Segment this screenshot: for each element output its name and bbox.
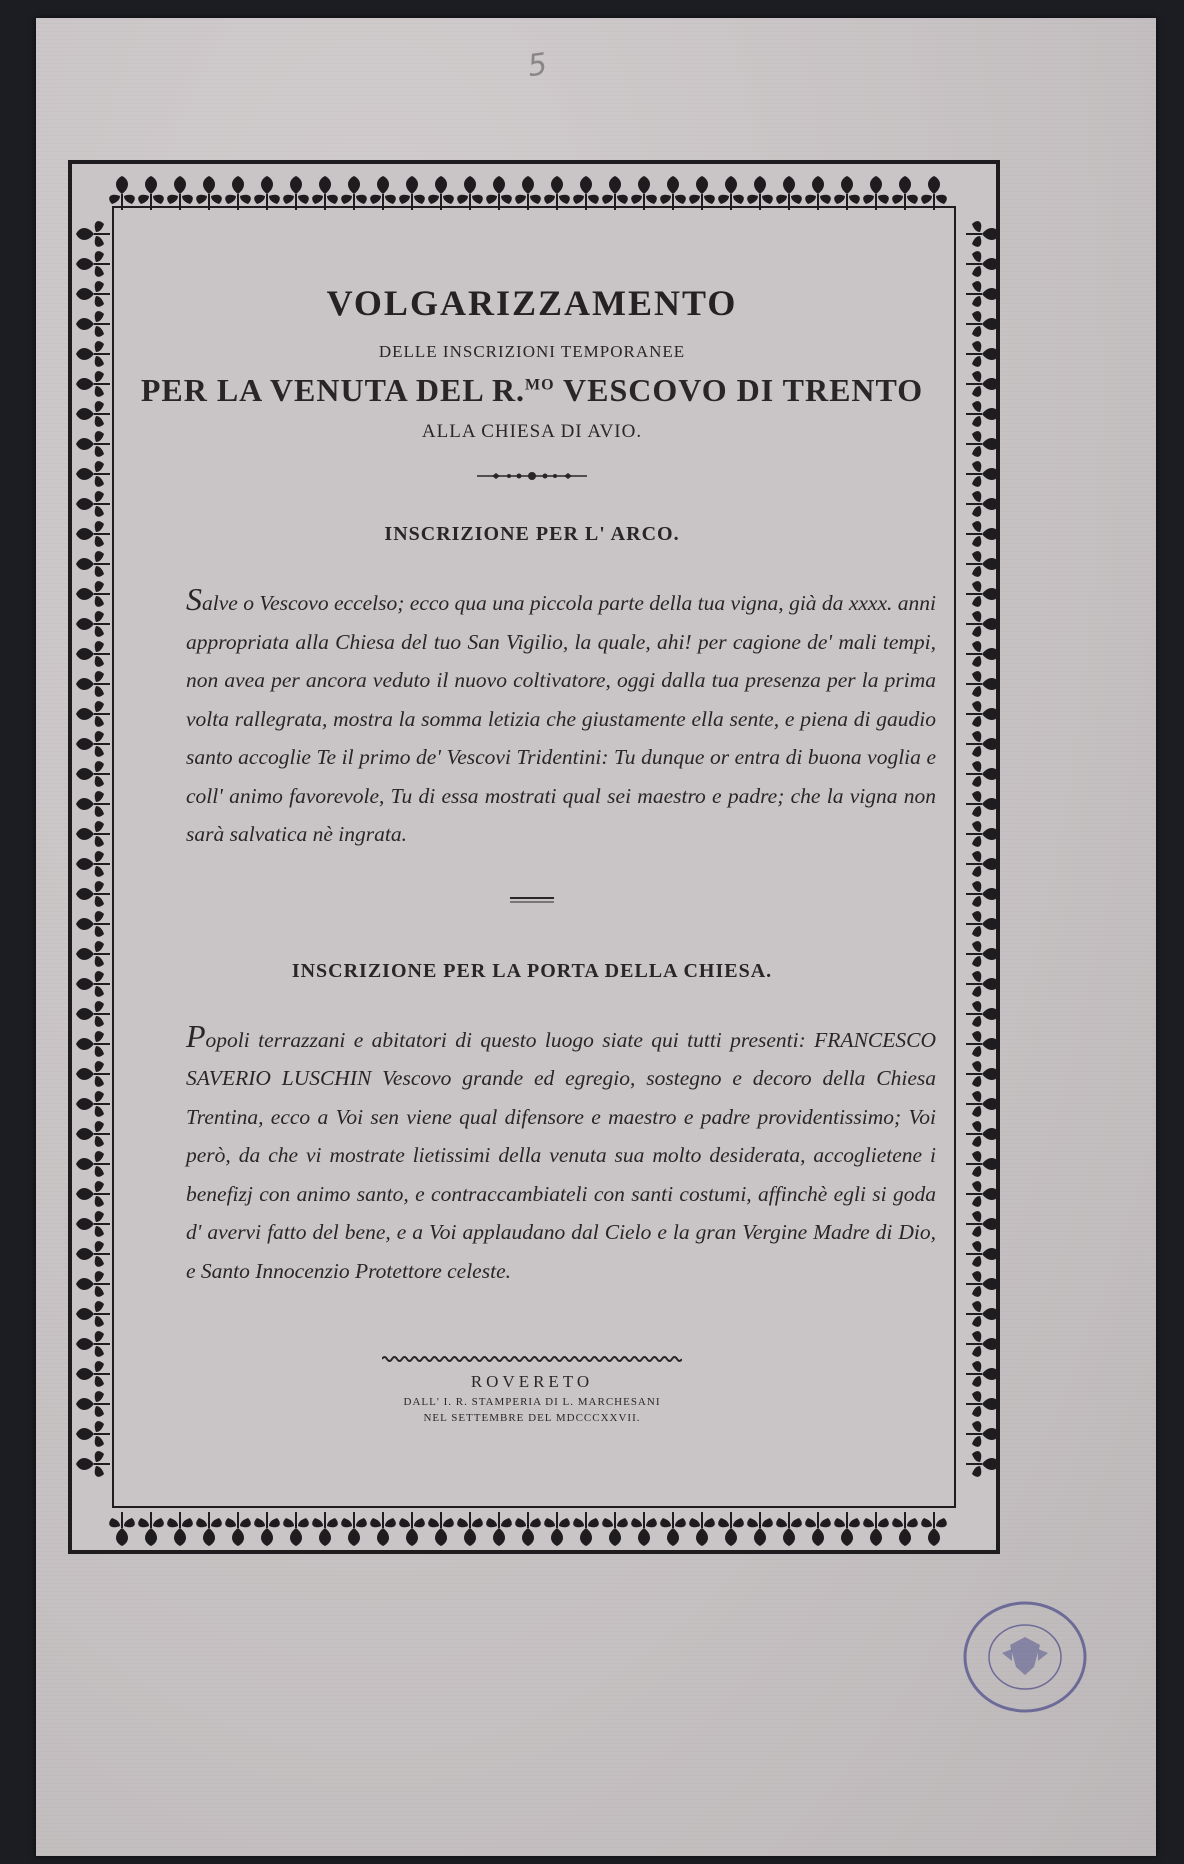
leaf-motif [76, 1301, 110, 1327]
leaf-motif [76, 911, 110, 937]
leaf-motif [966, 701, 1000, 727]
leaf-motif [921, 176, 947, 210]
leaf-motif [966, 431, 1000, 457]
leaf-motif [76, 1031, 110, 1057]
section-text-arch-body: alve o Vescovo eccelso; ecco qua una piccola parte della tua vigna, già da xxxx. anni appropriata alla Chiesa del tuo San Vigilio, la quale, ahi! per cagione de' mali tempi, non avea per ancora veduto il nuovo coltivatore, oggi dalla tua presenza per la prima volta rallegrata, mostra la somma letizia che giustamente ella sente, e piena di gaudio santo accoglie Te il primo de' Vescovi Tridentini: Tu dunque or entra di buona voglia e coll' animo favorevole, Tu di essa mostrati qual sei maestro e padre; che la vigna non sarà salvatica nè ingrata. [186, 591, 936, 846]
document-title: VOLGARIZZAMENTO [326, 283, 738, 323]
leaf-motif [834, 1512, 860, 1546]
leaf-motif [283, 176, 309, 210]
wavy-rule-divider [382, 1354, 682, 1364]
subtitle-superscript: MO [525, 376, 555, 394]
leaf-motif [486, 176, 512, 210]
leaf-motif [76, 791, 110, 817]
leaf-motif [805, 1512, 831, 1546]
leaf-motif [863, 1512, 889, 1546]
leaf-motif [544, 176, 570, 210]
leaf-motif [76, 1121, 110, 1147]
leaf-motif [76, 851, 110, 877]
leaf-motif [966, 1211, 1000, 1237]
leaf-motif [776, 176, 802, 210]
leaf-motif [76, 1091, 110, 1117]
leaf-motif [966, 851, 1000, 877]
leaf-motif [966, 1061, 1000, 1087]
leaf-motif [457, 1512, 483, 1546]
imprint-printer: DALL' I. R. STAMPERIA DI L. MARCHESANI [403, 1396, 661, 1408]
leaf-motif [966, 581, 1000, 607]
leaf-motif [76, 431, 110, 457]
subtitle-line-2-part-b: VESCOVO DI TRENTO [554, 372, 924, 408]
leaf-motif [76, 1241, 110, 1267]
leaf-motif [834, 176, 860, 210]
leaf-motif [966, 761, 1000, 787]
leaf-motif [966, 1391, 1000, 1417]
leaf-motif [515, 176, 541, 210]
leaf-motif [966, 221, 1000, 247]
leaf-motif [167, 1512, 193, 1546]
subtitle-line-2 [110, 372, 954, 409]
leaf-motif [76, 761, 110, 787]
leaf-motif [76, 401, 110, 427]
document-body [110, 210, 954, 1424]
leaf-motif [76, 641, 110, 667]
leaf-motif [457, 176, 483, 210]
leaf-motif [689, 176, 715, 210]
leaf-motif [689, 1512, 715, 1546]
leaf-motif [341, 1512, 367, 1546]
leaf-motif [966, 1241, 1000, 1267]
leaf-motif [225, 1512, 251, 1546]
leaf-motif [573, 1512, 599, 1546]
leaf-motif [776, 1512, 802, 1546]
leaf-motif [966, 401, 1000, 427]
leaf-motif [892, 176, 918, 210]
leaf-motif [966, 1151, 1000, 1177]
leaf-motif [312, 1512, 338, 1546]
leaf-motif [966, 611, 1000, 637]
leaf-motif [747, 1512, 773, 1546]
leaf-motif [76, 491, 110, 517]
leaf-motif [76, 1331, 110, 1357]
leaf-motif [966, 911, 1000, 937]
leaf-motif [109, 1512, 135, 1546]
leaf-motif [196, 176, 222, 210]
library-stamp [950, 1595, 1100, 1725]
leaf-motif [602, 1512, 628, 1546]
leaf-motif [966, 1451, 1000, 1477]
leaf-motif [428, 1512, 454, 1546]
leaf-motif [399, 1512, 425, 1546]
leaf-motif [312, 176, 338, 210]
leaf-motif [966, 1421, 1000, 1447]
leaf-motif [966, 641, 1000, 667]
leaf-motif [966, 491, 1000, 517]
leaf-motif [966, 551, 1000, 577]
subtitle-line-2-part-a: PER LA VENUTA DEL R. [140, 372, 526, 408]
leaf-motif [76, 1451, 110, 1477]
leaf-motif [76, 1271, 110, 1297]
leaf-motif [966, 731, 1000, 757]
leaf-motif [966, 341, 1000, 367]
leaf-motif [966, 821, 1000, 847]
leaf-motif [892, 1512, 918, 1546]
dropcap-p: P [186, 1017, 206, 1054]
leaf-motif [486, 1512, 512, 1546]
leaf-motif [76, 701, 110, 727]
leaf-motif [254, 1512, 280, 1546]
leaf-motif [966, 941, 1000, 967]
leaf-motif [966, 1361, 1000, 1387]
leaf-motif [966, 1031, 1000, 1057]
leaf-motif [283, 1512, 309, 1546]
leaf-motif [76, 251, 110, 277]
pencil-page-number: 5 [525, 46, 550, 85]
leaf-motif [76, 611, 110, 637]
leaf-motif [76, 551, 110, 577]
imprint-city: ROVERETO [470, 1372, 594, 1391]
leaf-motif [718, 1512, 744, 1546]
leaf-motif [863, 176, 889, 210]
leaf-motif [544, 1512, 570, 1546]
leaf-motif [966, 521, 1000, 547]
leaf-motif [76, 1211, 110, 1237]
leaf-motif [660, 176, 686, 210]
leaf-motif [76, 461, 110, 487]
leaf-motif [76, 671, 110, 697]
leaf-motif [966, 281, 1000, 307]
leaf-motif [805, 176, 831, 210]
leaf-motif [515, 1512, 541, 1546]
leaf-motif [76, 521, 110, 547]
leaf-motif [718, 176, 744, 210]
leaf-motif [966, 881, 1000, 907]
leaf-motif [966, 1271, 1000, 1297]
section-text-arch [186, 580, 936, 854]
leaf-motif [254, 176, 280, 210]
leaf-motif [76, 1181, 110, 1207]
leaf-motif [76, 341, 110, 367]
leaf-motif [76, 881, 110, 907]
leaf-motif [747, 176, 773, 210]
leaf-motif [138, 1512, 164, 1546]
leaf-motif [966, 371, 1000, 397]
leaf-motif [966, 1091, 1000, 1117]
leaf-motif [631, 176, 657, 210]
leaf-motif [76, 821, 110, 847]
leaf-motif [966, 1001, 1000, 1027]
leaf-motif [966, 791, 1000, 817]
leaf-motif [76, 1361, 110, 1387]
leaf-motif [76, 371, 110, 397]
leaf-motif [76, 1421, 110, 1447]
leaf-motif [966, 461, 1000, 487]
section-text-door [186, 1017, 936, 1291]
leaf-motif [966, 971, 1000, 997]
leaf-motif [966, 1181, 1000, 1207]
leaf-motif [966, 1301, 1000, 1327]
leaf-motif [428, 176, 454, 210]
subtitle-line-1: DELLE INSCRIZIONI TEMPORANEE [378, 342, 686, 361]
leaf-motif [76, 1151, 110, 1177]
leaf-motif [76, 1061, 110, 1087]
leaf-motif [76, 941, 110, 967]
leaf-motif [921, 1512, 947, 1546]
leaf-motif [138, 176, 164, 210]
leaf-motif [966, 671, 1000, 697]
dropcap-s: S [186, 581, 202, 617]
leaf-motif [76, 971, 110, 997]
leaf-motif [631, 1512, 657, 1546]
leaf-motif [966, 311, 1000, 337]
leaf-motif [966, 1121, 1000, 1147]
leaf-motif [573, 176, 599, 210]
leaf-motif [660, 1512, 686, 1546]
leaf-motif [76, 311, 110, 337]
section-heading-door: INSCRIZIONE PER LA PORTA DELLA CHIESA. [291, 959, 773, 982]
double-rule-divider [510, 896, 554, 904]
leaf-motif [399, 176, 425, 210]
leaf-motif [966, 1331, 1000, 1357]
section-heading-arch: INSCRIZIONE PER L' ARCO. [384, 523, 680, 545]
leaf-motif [76, 281, 110, 307]
leaf-motif [109, 176, 135, 210]
section-text-door-body: opoli terrazzani e abitatori di questo luogo siate qui tutti presenti: FRANCESCO SAVERIO LUSCHIN Vescovo grande ed egregio, sostegno e decoro della Chiesa Trentina, ecco a Voi sen viene qual difensore e maestro e padre providentissimo; Voi però, da che vi mostrate lietissimi della venuta sua molto desiderata, accoglietene i benefizj con animo santo, e contraccambiateli con santi costumi, affinchè egli si goda d' avervi fatto del bene, e a Voi applaudano dal Cielo e la gran Vergine Madre di Dio, e Santo Innocenzio Protettore celeste. [186, 1027, 936, 1283]
leaf-motif [225, 176, 251, 210]
leaf-motif [76, 1391, 110, 1417]
leaf-motif [370, 176, 396, 210]
leaf-motif [370, 1512, 396, 1546]
leaf-motif [341, 176, 367, 210]
leaf-motif [76, 221, 110, 247]
leaf-motif [76, 731, 110, 757]
flourish-divider [477, 469, 587, 483]
leaf-motif [76, 1001, 110, 1027]
leaf-motif [167, 176, 193, 210]
leaf-motif [196, 1512, 222, 1546]
leaf-motif [602, 176, 628, 210]
imprint-date: NEL SETTEMBRE DEL MDCCCXXVII. [423, 1412, 641, 1424]
leaf-motif [966, 251, 1000, 277]
subtitle-line-3: ALLA CHIESA DI AVIO. [421, 421, 643, 442]
leaf-motif [76, 581, 110, 607]
